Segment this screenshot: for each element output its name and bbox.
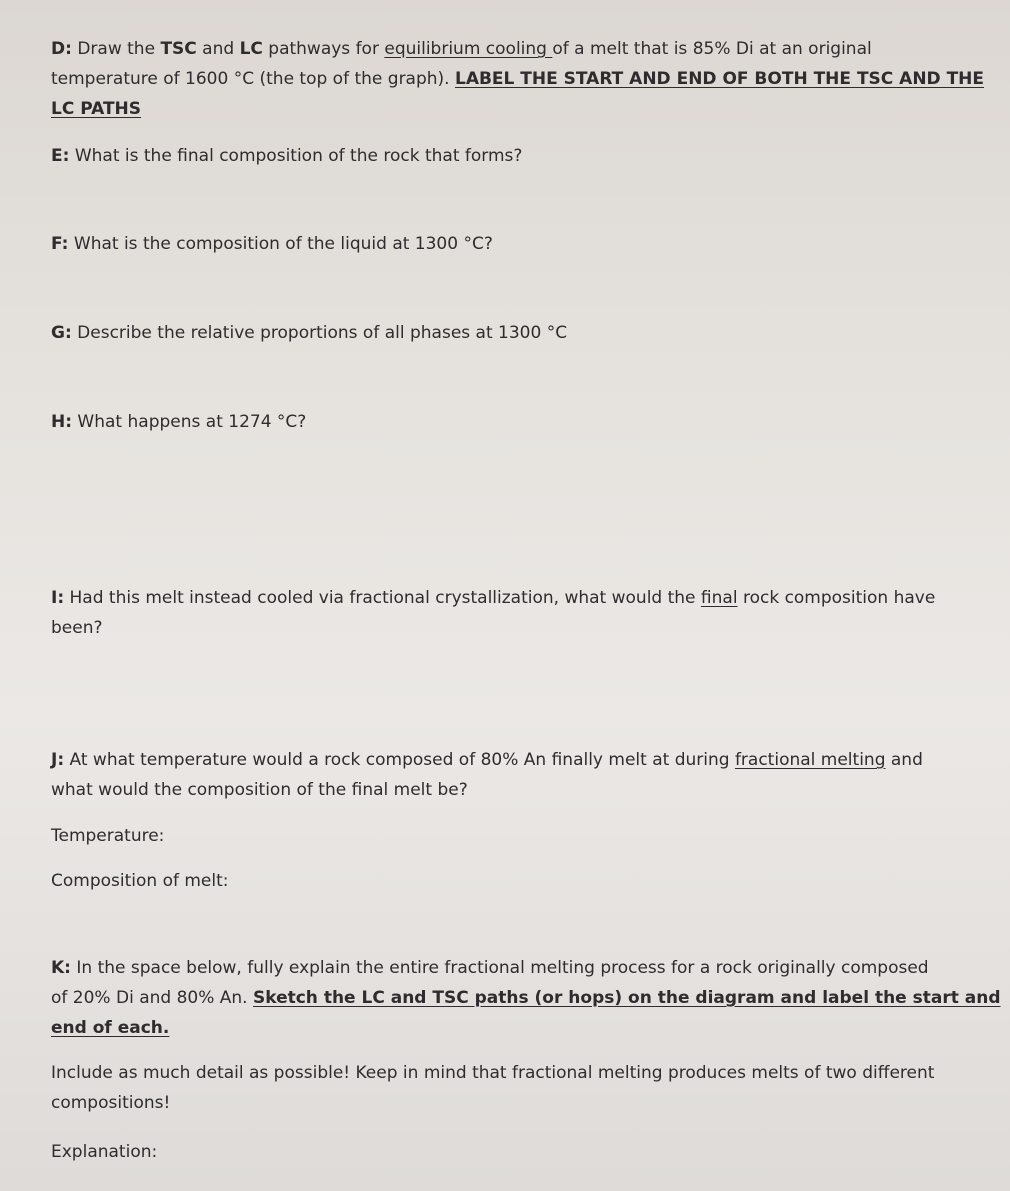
question-k: K: In the space below, fully explain the entire fractional melting process for a rock originally composed of 20% Di and 80% An. Sketch the LC and TSC paths (or hops) on the diagram and label the start and end of each. [51,958,1001,1038]
question-g-text: Describe the relative proportions of all phases at 1300 °C [71,323,568,343]
explanation-label: Explanation: [51,1142,158,1162]
temperature-label: Temperature: [51,826,165,846]
question-h-letter: H: [51,412,73,432]
question-e-text: What is the final composition of the rock that forms? [69,146,523,166]
question-f-letter: F: [51,234,69,254]
question-f-text: What is the composition of the liquid at 1300 °C? [68,234,493,254]
question-i: I: Had this melt instead cooled via fractional crystallization, what would the final rock composition have been? [51,588,936,638]
label-instruction-cont: LC PATHS [51,99,142,119]
question-i-letter: I: [51,588,65,608]
question-j: J: At what temperature would a rock composed of 80% An finally melt at during fractional melting and what would the composition of the final melt be? [51,750,923,800]
question-j-letter: J: [51,750,65,770]
question-e-letter: E: [51,146,70,166]
question-d-letter: D: [51,39,72,59]
final-term: final [700,588,738,608]
question-g-letter: G: [51,323,72,343]
sketch-instruction: Sketch the LC and TSC paths (or hops) on the diagram and label the start and [252,988,1001,1008]
detail-note: Include as much detail as possible! Keep in mind that fractional melting produces melts of two different compositions! [51,1063,935,1113]
question-k-letter: K: [51,958,71,978]
fractional-melting-term: fractional melting [734,750,886,770]
label-instruction: LABEL THE START AND END OF BOTH THE TSC AND THE [454,69,985,89]
question-d: D: Draw the TSC and LC pathways for equilibrium cooling of a melt that is 85% Di at an original temperature of 1600 °C (the top of the graph). LABEL THE START AND END OF BOTH THE TSC AND THE LC PATHS [51,39,985,119]
question-h [51,407,306,437]
question-h-text: What happens at 1274 °C? [72,412,307,432]
sketch-instruction-cont: end of each. [51,1018,170,1038]
tsc-term: TSC [160,39,197,59]
composition-of-melt-label: Composition of melt: [51,871,229,891]
equilibrium-cooling-term: equilibrium cooling [384,39,553,59]
question-g [51,318,567,348]
question-f [51,229,493,259]
question-e [51,141,522,171]
lc-term: LC [239,39,263,59]
